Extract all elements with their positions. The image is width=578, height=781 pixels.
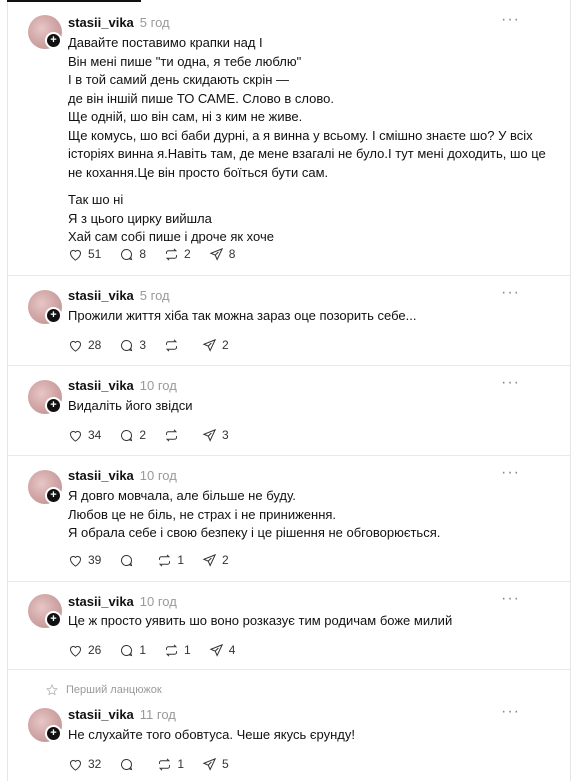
heart-icon [68,338,83,353]
post-time[interactable]: 10 год [139,378,177,393]
comment-icon [119,338,134,353]
repost-button[interactable] [164,338,184,353]
like-button[interactable] [68,643,101,658]
post-paragraph: Видаліть його звідси [68,398,193,413]
post-text [68,34,548,247]
send-icon [209,247,224,262]
post-text [68,726,548,745]
post-time[interactable]: 5 год [139,288,170,303]
post-actions [68,755,247,773]
more-options-icon[interactable]: ··· [501,703,520,720]
share-button[interactable] [209,643,236,658]
post-actions [68,426,247,444]
heart-icon [68,643,83,658]
more-options-icon[interactable]: ··· [501,590,520,607]
repost-count: 1 [184,643,191,657]
post[interactable] [8,700,570,781]
share-count: 2 [222,553,229,567]
thread-label-text: Перший ланцюжок [66,684,162,696]
share-count: 2 [222,338,229,352]
comment-icon [119,247,134,262]
post-text [68,397,548,416]
repost-count: 2 [184,247,191,261]
follow-plus-icon[interactable]: + [45,32,62,49]
post-paragraph: Я довго мовчала, але більше не буду. Любов це не біль, не страх і не приниження. Я обрала себе і свою безпеку і це рішення не обговорюється. [68,488,441,540]
repost-button[interactable] [164,643,191,658]
share-button[interactable] [202,338,229,353]
star-icon [46,684,58,696]
username-text[interactable]: stasii_vika [68,15,134,30]
like-button[interactable] [68,338,101,353]
share-button[interactable] [202,553,229,568]
post[interactable] [8,582,570,670]
reply-count: 8 [139,247,147,261]
like-button[interactable] [68,428,101,443]
post-time[interactable]: 5 год [139,15,170,30]
send-icon [202,338,217,353]
post[interactable] [8,276,570,366]
username-text[interactable]: stasii_vika [68,378,134,393]
post-text [68,307,548,326]
like-count: 32 [88,757,102,771]
post[interactable] [8,366,570,456]
reply-button[interactable] [119,338,146,353]
share-count: 5 [222,757,229,771]
more-options-icon[interactable]: ··· [501,374,520,391]
repost-count: 1 [177,757,185,771]
send-icon [202,428,217,443]
repost-button[interactable] [164,247,191,262]
comment-icon [119,428,134,443]
reply-button[interactable] [119,757,139,772]
more-options-icon[interactable]: ··· [501,464,520,481]
comment-icon [119,553,134,568]
share-count: 8 [228,247,236,261]
username[interactable] [68,707,176,722]
reply-button[interactable] [119,553,139,568]
like-count: 28 [88,338,102,352]
heart-icon [68,247,83,262]
repost-icon [157,553,172,568]
more-options-icon[interactable]: ··· [501,11,520,28]
username-text[interactable]: stasii_vika [68,288,134,303]
follow-plus-icon[interactable]: + [45,487,62,504]
username[interactable] [68,378,177,393]
repost-count: 1 [177,553,185,567]
share-button[interactable] [209,247,236,262]
share-button[interactable] [202,428,229,443]
like-button[interactable] [68,553,101,568]
like-count: 51 [88,247,102,261]
post-actions [68,641,253,659]
reply-count: 2 [139,428,147,442]
post-paragraph: Так шо ні Я з цього цирку вийшла Хай сам собі пише і дроче як хоче [68,192,274,244]
heart-icon [68,553,83,568]
repost-button[interactable] [164,428,184,443]
comment-icon [119,643,134,658]
username[interactable] [68,288,170,303]
reply-count: 3 [139,338,147,352]
reply-count: 1 [139,643,147,657]
post[interactable] [8,456,570,582]
post-actions [68,336,247,354]
post-paragraph: Не слухайте того обовтуса. Чеше якусь єрунду! [68,727,355,742]
thread-label[interactable] [46,684,162,696]
username-text[interactable]: stasii_vika [68,707,134,722]
like-count: 26 [88,643,102,657]
post[interactable] [8,0,570,276]
heart-icon [68,757,83,772]
post-time[interactable]: 11 год [139,707,176,722]
repost-button[interactable] [157,553,184,568]
follow-plus-icon[interactable]: + [45,725,62,742]
comment-icon [119,757,134,772]
repost-icon [164,338,179,353]
username-text[interactable]: stasii_vika [68,468,134,483]
share-count: 4 [228,643,236,657]
username[interactable] [68,594,177,609]
like-button[interactable] [68,757,101,772]
heart-icon [68,428,83,443]
like-count: 34 [88,428,102,442]
post-actions [68,245,253,263]
send-icon [209,643,224,658]
like-button[interactable] [68,247,101,262]
post-paragraph: Давайте поставимо крапки над І Він мені пише "ти одна, я тебе люблю" І в той самий день скидають скрін — де він іншій пише ТО САМЕ. Слово в слово. Ще одній, шо він сам, ні з ким не живе. Ще комусь, шо всі баби дурні, а я винна у всьому. І смішно знаєте шо? У всіх історіях винна я.Навіть там, де мене взагалі не було.І тут мені доходить, шо це не кохання.Це він просто боїться бути сам. [68,35,546,180]
repost-icon [164,428,179,443]
like-count: 39 [88,553,102,567]
username-text[interactable]: stasii_vika [68,594,134,609]
repost-icon [164,643,179,658]
share-button[interactable] [202,757,229,772]
username[interactable] [68,15,170,30]
post-paragraph: Це ж просто уявить шо воно розказує тим родичам боже милий [68,613,453,628]
repost-button[interactable] [157,757,184,772]
repost-icon [157,757,172,772]
repost-icon [164,247,179,262]
post-text [68,487,548,543]
post-paragraph: Прожили життя хіба так можна зараз оце позорить себе... [68,308,417,323]
post-time[interactable]: 10 год [139,468,177,483]
follow-plus-icon[interactable]: + [45,307,62,324]
send-icon [202,553,217,568]
post-actions [68,551,247,569]
follow-plus-icon[interactable]: + [45,611,62,628]
follow-plus-icon[interactable]: + [45,397,62,414]
username[interactable] [68,468,177,483]
share-count: 3 [222,428,229,442]
reply-button[interactable] [119,428,146,443]
more-options-icon[interactable]: ··· [501,284,520,301]
post-time[interactable]: 10 год [139,594,177,609]
send-icon [202,757,217,772]
post-text [68,612,548,631]
reply-button[interactable] [119,643,146,658]
reply-button[interactable] [119,247,146,262]
